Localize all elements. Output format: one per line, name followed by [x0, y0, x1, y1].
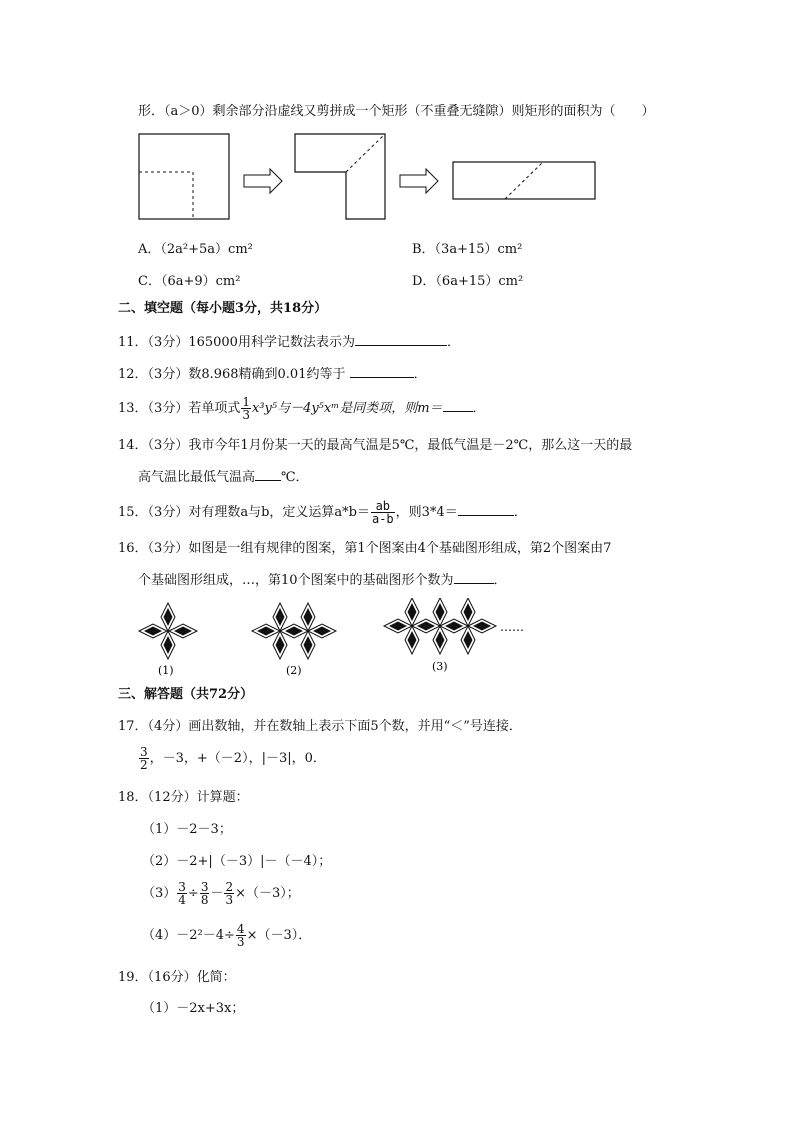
- fraction-numerator: 2: [225, 880, 234, 894]
- fraction-denominator: 2: [140, 758, 148, 772]
- pattern-label-1: (1): [158, 664, 174, 677]
- section-2-title: 二、填空题（每小题3分，共18分）: [118, 301, 328, 316]
- q15-mid: ，则3*4＝: [395, 505, 458, 520]
- q12-suffix: ．: [413, 367, 427, 382]
- answer-blank[interactable]: [443, 399, 473, 412]
- option-b[interactable]: B．（3a+15）cm²: [412, 242, 523, 257]
- fraction-numerator: 3: [200, 880, 209, 894]
- fraction: [224, 881, 234, 906]
- q15-suffix: ．: [513, 505, 527, 520]
- fraction-numerator: ab: [371, 500, 395, 513]
- fraction: [371, 500, 395, 525]
- fraction-numerator: 1: [242, 395, 250, 409]
- fraction: [139, 746, 149, 771]
- q16-suffix: ．: [493, 573, 507, 588]
- fraction-denominator: 4: [178, 893, 186, 907]
- square-figure: [139, 134, 229, 219]
- question-19: 19．（16分）化简：: [118, 970, 236, 985]
- l-shape-figure: [295, 134, 385, 219]
- q16-text: 个基础图形组成，…，第10个图案中的基础图形个数为: [138, 573, 454, 588]
- answer-blank[interactable]: [350, 365, 414, 378]
- q11-suffix: ．: [446, 335, 460, 350]
- q18-part-3: [142, 881, 300, 906]
- fraction-denominator: 3: [242, 408, 250, 422]
- answer-blank[interactable]: [458, 503, 514, 516]
- q13-expression: x³y⁵与－4y⁵xᵐ是同类项，则m＝: [251, 401, 443, 416]
- arrow-icon: [244, 169, 282, 193]
- fraction: [241, 396, 251, 421]
- q18-part-4-head: （4）－2²－4÷: [142, 928, 235, 943]
- q18-part-4: [142, 923, 311, 948]
- pattern-ellipsis: ……: [500, 620, 524, 634]
- option-c[interactable]: C．（6a+9）cm²: [138, 274, 241, 289]
- pattern-1: [139, 603, 197, 659]
- pattern-label-3: (3): [432, 660, 448, 673]
- diamond-pattern-figure: [130, 598, 550, 680]
- q13-suffix: ．: [472, 401, 486, 416]
- option-d[interactable]: D．（6a+15）cm²: [412, 274, 524, 289]
- fraction-denominator: a-b: [371, 512, 394, 526]
- question-11: [118, 333, 460, 352]
- fraction-denominator: 3: [225, 893, 234, 907]
- option-a[interactable]: A．（2a²+5a）cm²: [138, 242, 253, 257]
- q18-part-2: （2）－2+|（－3）|－（－4）；: [142, 854, 332, 869]
- q14-text: 高气温比最低气温高: [138, 470, 256, 485]
- operator: －: [210, 886, 224, 901]
- fraction-numerator: 4: [236, 922, 245, 936]
- q19-part-1: （1）－2x+3x；: [142, 1001, 245, 1016]
- fraction: [200, 881, 210, 906]
- arrow-icon: [400, 169, 438, 193]
- l-shape-dashed-line: [346, 134, 385, 172]
- question-14-line-2: [138, 468, 309, 487]
- pattern-3: [384, 598, 496, 654]
- q17-numbers-text: ，－3，+（－2），|－3|，0．: [149, 751, 326, 766]
- fraction: [236, 923, 246, 948]
- q13-text: 13．（3分）若单项式: [118, 401, 241, 416]
- fraction: [177, 881, 187, 906]
- q18-part-3-label: （3）: [142, 886, 177, 901]
- question-15: [118, 500, 527, 525]
- q18-part-4-tail: ×（－3）．: [246, 928, 312, 943]
- q14-suffix: ℃．: [281, 470, 309, 485]
- section-3-title: 三、解答题（共72分）: [118, 687, 254, 702]
- q10-figure: [130, 125, 610, 225]
- fraction-numerator: 3: [140, 745, 148, 759]
- question-18: 18．（12分）计算题：: [118, 790, 249, 805]
- answer-blank[interactable]: [454, 571, 494, 584]
- question-16-line-2: [138, 571, 507, 590]
- question-12: [118, 365, 427, 384]
- question-17: 17．（4分）画出数轴，并在数轴上表示下面5个数，并用“＜”号连接．: [118, 719, 522, 734]
- q12-text: 12．（3分）数8.968精确到0.01约等于: [118, 367, 346, 382]
- cut-dashed-line: [139, 172, 193, 219]
- operator: ÷: [187, 886, 199, 901]
- question-14-line-1: 14．（3分）我市今年1月份某一天的最高气温是5℃，最低气温是－2℃，那么这一天的最: [118, 438, 633, 453]
- fraction-numerator: 3: [178, 880, 186, 894]
- question-16-line-1: 16．（3分）如图是一组有规律的图案，第1个图案由4个基础图形组成，第2个图案由7: [118, 541, 612, 556]
- q11-text: 11．（3分）165000用科学记数法表示为: [118, 335, 355, 350]
- question-17-numbers: [138, 746, 326, 771]
- fraction-denominator: 8: [200, 893, 209, 907]
- question-13: [118, 396, 486, 421]
- answer-blank[interactable]: [355, 333, 447, 346]
- answer-blank[interactable]: [255, 468, 281, 481]
- q10-tail-text: 形．（a＞0）剩余部分沿虚线又剪拼成一个矩形（不重叠无缝隙）则矩形的面积为（ ）: [138, 104, 655, 119]
- q18-part-3-tail: ×（－3）；: [235, 886, 300, 901]
- rectangle-dashed-line: [505, 162, 543, 199]
- fraction-denominator: 3: [236, 935, 245, 949]
- pattern-2: [252, 603, 336, 659]
- q15-text: 15．（3分）对有理数a与b，定义运算a*b＝: [118, 505, 370, 520]
- pattern-label-2: (2): [286, 664, 302, 677]
- q18-part-1: （1）－2－3；: [142, 822, 232, 837]
